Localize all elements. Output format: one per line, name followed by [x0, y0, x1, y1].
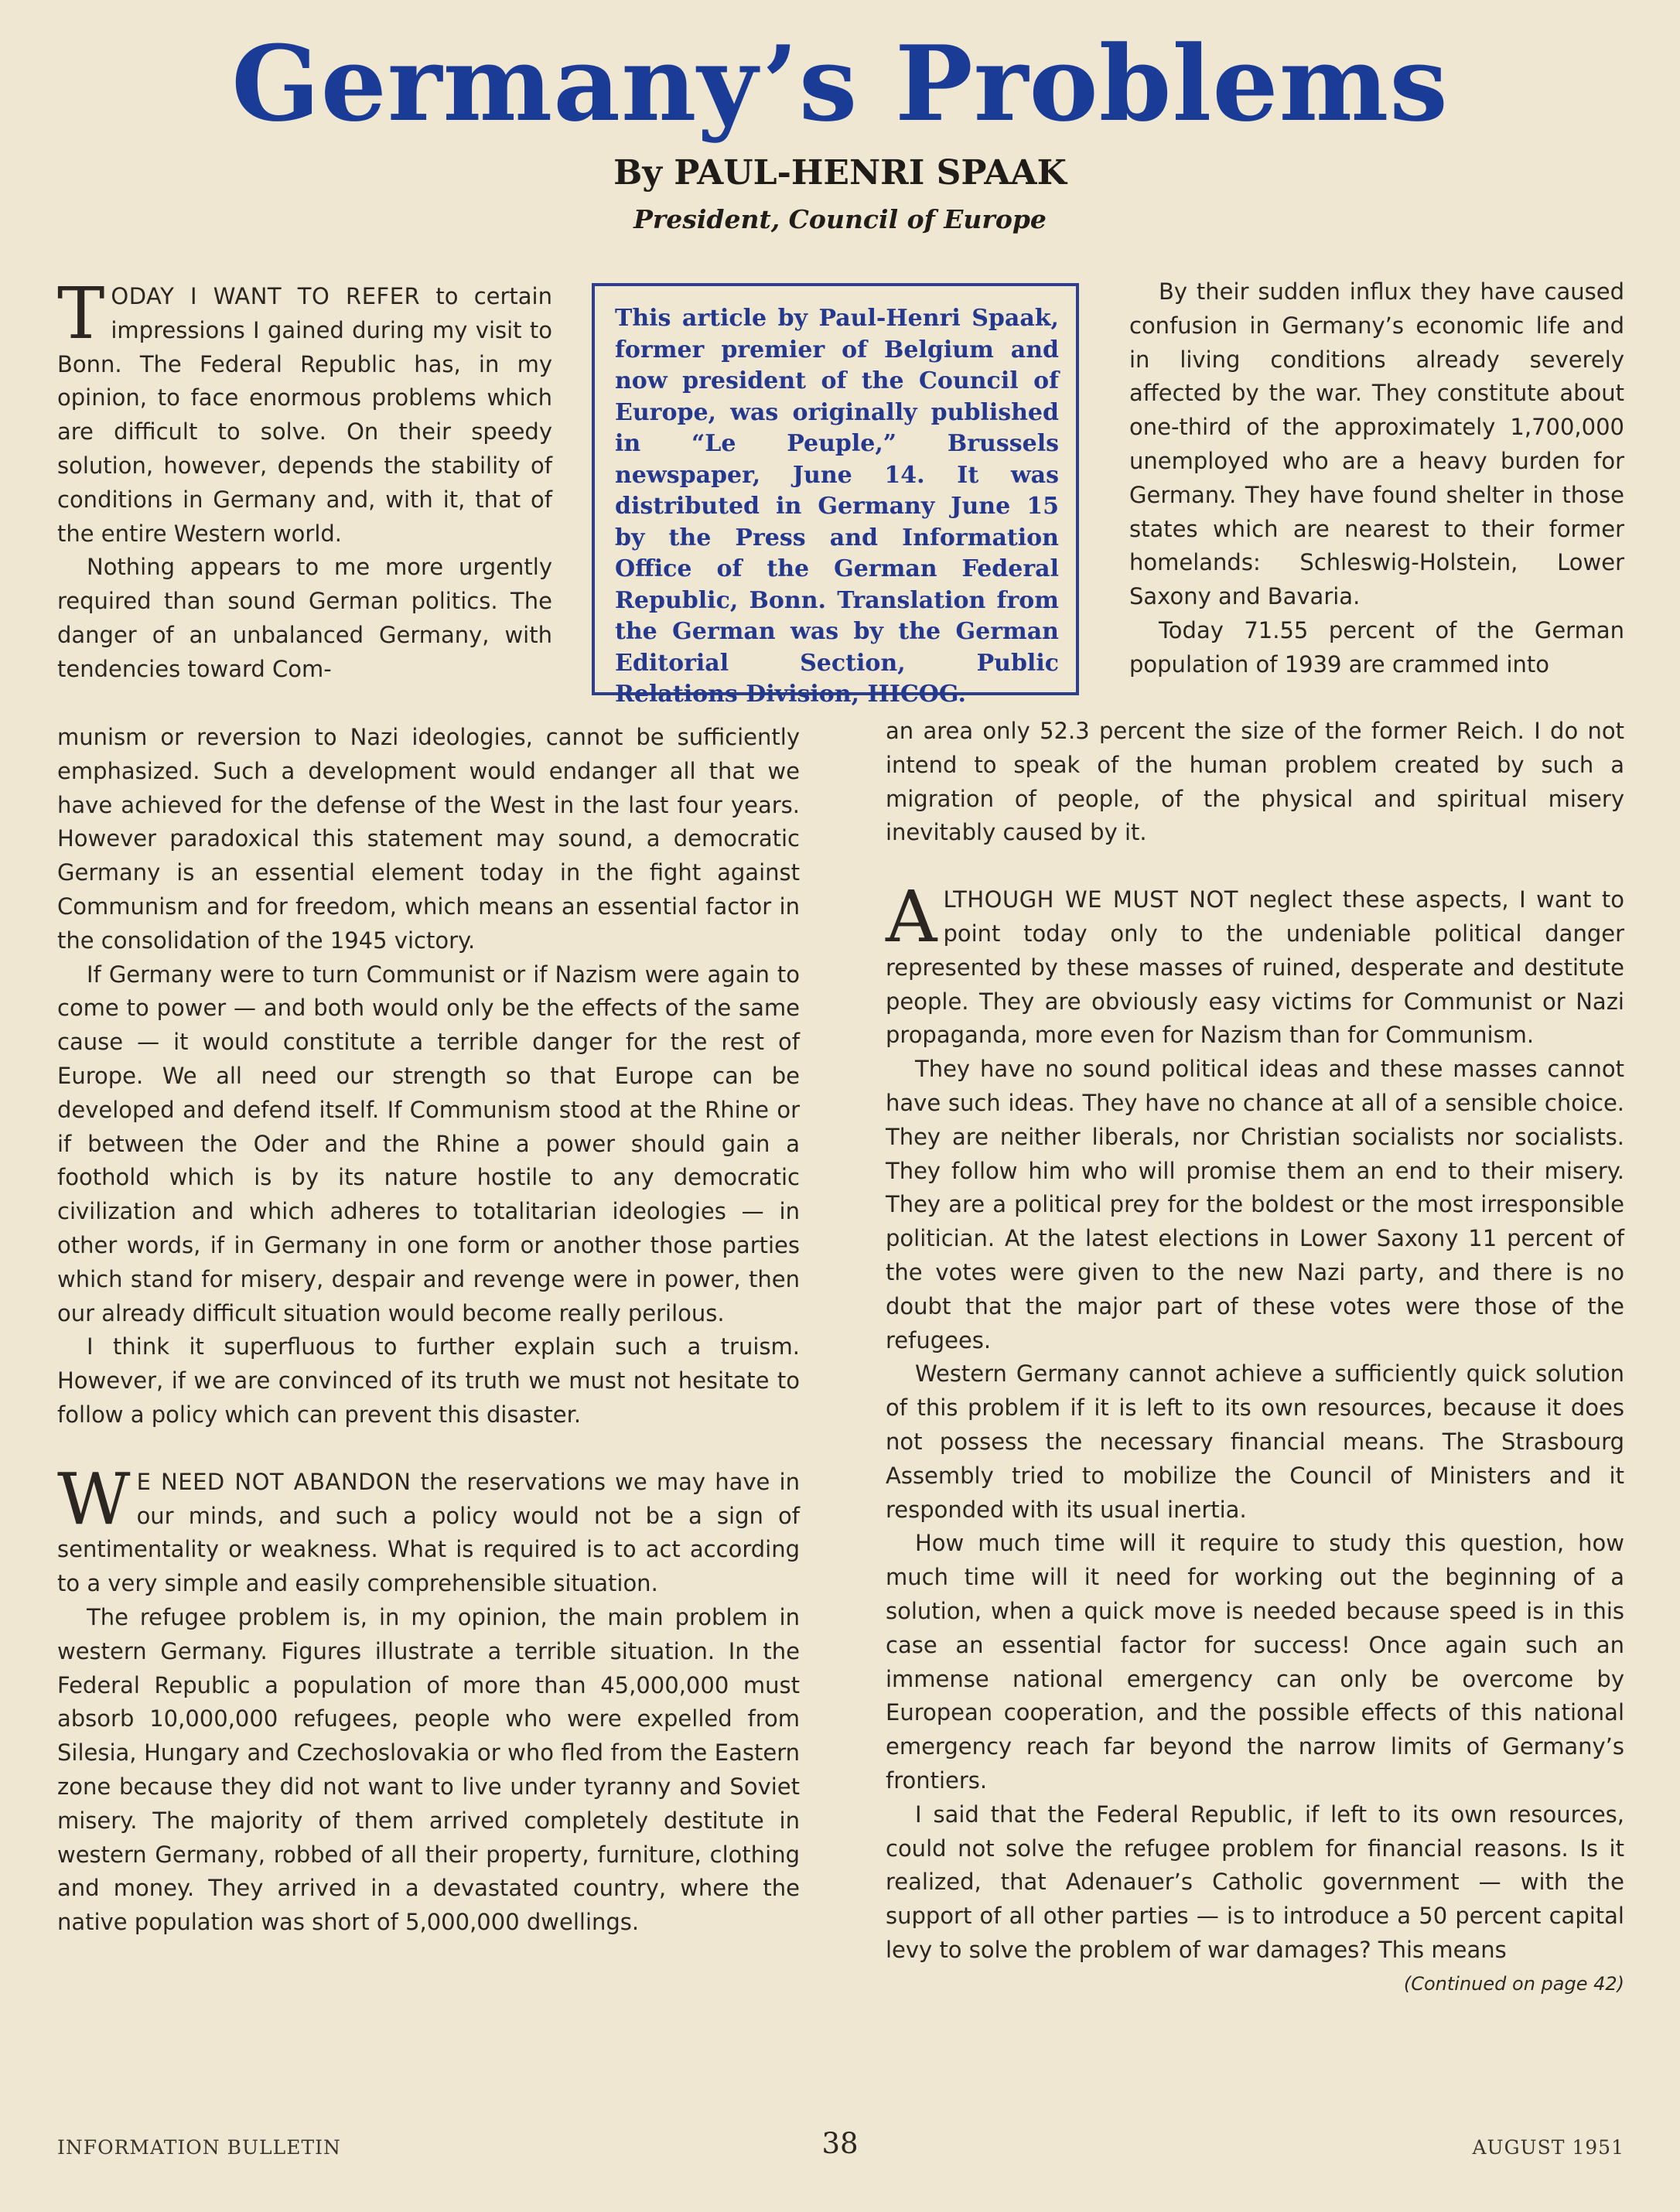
- column-left-top: [57, 272, 552, 687]
- paragraph: The refugee problem is, in my opinion, the main problem in western Germany. Figures illustrate a terrible situation. In the Federal Republic a population of more than 45,000,000 must absorb 10,000,000 refugees, people who were expelled from Silesia, Hungary and Czechoslovakia or who fled from the Eastern zone because they did not want to live under tyranny and Soviet misery. The majority of them arrived completely destitute in western Germany, robbed of all their property, furniture, clothing and money. They arrived in a devastated country, where the native population was short of 5,000,000 dwellings.: [57, 1603, 800, 1936]
- editor-note-text: This article by Paul-Henri Spaak, former premier of Belgium and now president of the Council of Europe, was originally published in “Le Peuple,” Brussels newspaper, June 14. It was distributed in Germany June 15 by the Press and Information Office of the German Federal Republic, Bonn. Translation from the German was by the German Editorial Section, Public Relations Division, HICOG.: [615, 305, 1059, 708]
- paragraph: an area only 52.3 percent the size of the former Reich. I do not intend to speak of the human problem created by such a migration of people, of the physical and spiritual misery inevitably caused by it.: [886, 718, 1624, 846]
- paragraph-text: to certain impressions I gained during my visit to Bonn. The Federal Republic has, in my opinion, to face enormous problems which are difficult to solve. On their speedy solution, however, depends the stability of conditions in Germany and, with it, that of the entire Western world.: [57, 283, 552, 547]
- footer-date: AUGUST 1951: [1472, 2136, 1624, 2159]
- article-byline: By PAUL-HENRI SPAAK: [613, 153, 1067, 193]
- drop-cap: W: [57, 1457, 131, 1541]
- paragraph: munism or reversion to Nazi ideologies, cannot be sufficiently emphasized. Such a development would endanger all that we have achieved for the defense of the West in the last four years. However paradoxical this statement may sound, a democratic Germany is an essential element today in the fight against Communism and for freedom, which means an essential factor in the consolidation of the 1945 victory.: [57, 724, 800, 954]
- paragraph: Nothing appears to me more urgently required than sound German politics. The danger of an unbalanced Germany, with tendencies toward Com-: [57, 554, 552, 682]
- paragraph: Western Germany cannot achieve a sufficiently quick solution of this problem if it is left to its own resources, because it does not possess the necessary financial means. The Strasbourg Assembly tried to mobilize the Council of Ministers and it responded with its usual inertia.: [886, 1360, 1624, 1523]
- paragraph: I think it superfluous to further explain such a truism. However, if we are convinced of its truth we must not hesitate to follow a policy which can prevent this disaster.: [57, 1333, 800, 1428]
- paragraph: By their sudden influx they have caused confusion in Germany’s economic life and in living conditions already severely affected by the war. They constitute about one-third of the approximately 1,700,000 unemployed who are a heavy burden for Germany. They have found shelter in those states which are nearest to their former homelands: Schleswig-Holstein, Lower Saxony and Bavaria.: [1129, 278, 1624, 610]
- paragraph-text: I said that the Federal Republic, if left to its own resources, could not solve the refugee problem for financial reasons. Is it realized, that Adenauer’s Catholic government — with the support of all other parties — is to introduce a 50 percent capital levy to solve the problem of war damages? This means: [886, 1801, 1624, 1963]
- paragraph: How much time will it require to study this question, how much time will it need for working out the beginning of a solution, when a quick move is needed because speed is in this case an essential factor for success! Once again such an immense national emergency can only be overcome by European cooperation, and the possible effects of this national emergency reach far beyond the narrow limits of Germany’s frontiers.: [886, 1530, 1624, 1794]
- article-title: Germany’s Problems: [231, 22, 1449, 145]
- column-right-bottom: [886, 715, 1624, 2001]
- paragraph: If Germany were to turn Communist or if Nazism were again to come to power — and both would only be the effects of the same cause — it would constitute a terrible danger for the rest of Europe. We all need our strength so that Europe can be developed and defend itself. If Communism stood at the Rhine or if between the Oder and the Rhine a power should gain a foothold which is by its nature hostile to any democratic civilization and which adheres to totalitarian ideologies — in other words, if in Germany in one form or another those parties which stand for misery, despair and revenge were in power, then our already difficult situation would become really perilous.: [57, 961, 800, 1326]
- paragraph-text: neglect these aspects, I want to point today only to the undeniable political danger represented by these masses of ruined, desperate and destitute people. They are obviously easy victims for Communist or Nazi propaganda, more even for Nazism than for Communism.: [886, 886, 1624, 1049]
- drop-cap: T: [57, 272, 105, 355]
- author-title: President, Council of Europe: [633, 204, 1047, 234]
- column-right-top: [1129, 275, 1624, 682]
- lead-in: ODAY I WANT TO REFER: [111, 283, 421, 309]
- paragraph: They have no sound political ideas and these masses cannot have such ideas. They have no chance at all of a sensible choice. They are neither liberals, nor Christian socialists nor socialists. They follow him who will promise them an end to their misery. They are a political prey for the boldest or the most irresponsible politician. At the latest elections in Lower Saxony 11 percent of the votes were given to the new Nazi party, and there is no doubt that the major part of these votes were those of the refugees.: [886, 1056, 1624, 1353]
- column-left-bottom: [57, 721, 800, 1940]
- paragraph: [886, 1798, 1624, 1995]
- footer-publication: INFORMATION BULLETIN: [57, 2136, 341, 2159]
- paragraph: [57, 272, 552, 551]
- paragraph: [886, 876, 1624, 1053]
- paragraph-text: the reservations we may have in our minds, and such a policy would not be a sign of sentimentality or weakness. What is required is to act according to a very simple and easily comprehensible situation.: [57, 1468, 800, 1597]
- lead-in: LTHOUGH WE MUST NOT: [943, 886, 1239, 913]
- continued-note: (Continued on page 42): [1403, 1972, 1624, 1995]
- page-number: 38: [821, 2127, 859, 2160]
- drop-cap: A: [886, 876, 937, 959]
- paragraph: Today 71.55 percent of the German population of 1939 are crammed into: [1129, 616, 1624, 678]
- lead-in: E NEED NOT ABANDON: [136, 1468, 411, 1495]
- paragraph: [57, 1457, 800, 1601]
- editor-note-box: [592, 283, 1079, 708]
